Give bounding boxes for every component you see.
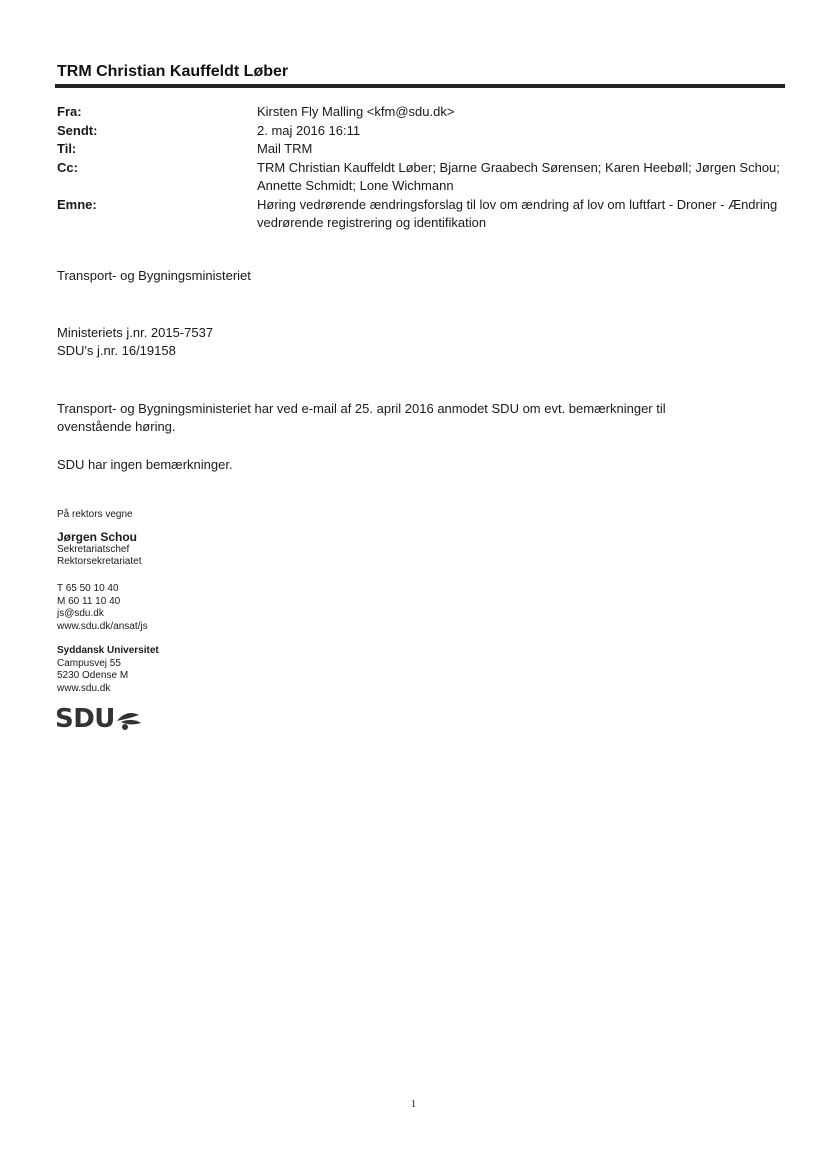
header-row-subject xyxy=(57,196,787,233)
city-address: 5230 Odense M xyxy=(57,670,129,681)
personal-web-link[interactable]: www.sdu.dk/ansat/js xyxy=(57,620,148,632)
organization-web-link[interactable]: www.sdu.dk xyxy=(57,682,111,694)
signer-name: Jørgen Schou xyxy=(57,530,138,544)
signer-role: Sekretariatschef xyxy=(57,543,130,555)
document-title: TRM Christian Kauffeldt Løber xyxy=(57,63,289,80)
sent-value: 2. maj 2016 16:11 xyxy=(257,122,361,138)
sdu-logo xyxy=(55,704,143,734)
body-paragraph: Transport- og Bygningsministeriet har ved e-mail af 25. april 2016 anmodet SDU om evt. bemærkninger til ovenstående høring. xyxy=(57,401,666,434)
signature-block-person xyxy=(57,531,141,569)
on-behalf-line: På rektors vegne xyxy=(57,509,133,520)
header-row-sent xyxy=(57,122,787,141)
mobile-number: M 60 11 10 40 xyxy=(57,595,121,607)
to-label: Til: xyxy=(57,141,77,156)
cc-label: Cc: xyxy=(57,159,78,175)
organization-name: Syddansk Universitet xyxy=(57,645,159,656)
ministry-reference: Ministeriets j.nr. 2015-7537 xyxy=(57,325,214,340)
subject-label: Emne: xyxy=(57,196,97,212)
title-rule xyxy=(55,84,785,88)
street-address: Campusvej 55 xyxy=(57,657,121,669)
from-value: Kirsten Fly Malling <kfm@sdu.dk> xyxy=(257,104,455,119)
closing-line: SDU har ingen bemærkninger. xyxy=(57,457,233,472)
signer-department: Rektorsekretariatet xyxy=(57,556,142,567)
signature-block-contact xyxy=(57,583,148,633)
signature-block-organization xyxy=(57,645,159,695)
subject-value: Høring vedrørende ændringsforslag til lov om ændring af lov om luftfart - Droner - Ændring vedrørende registrering og identifikation xyxy=(257,196,778,230)
sent-label: Sendt: xyxy=(57,122,98,138)
recipient-line: Transport- og Bygningsministeriet xyxy=(57,268,251,283)
sdu-logo-text: SDU xyxy=(55,704,115,734)
phone-number: T 65 50 10 40 xyxy=(57,583,119,594)
header-row-from xyxy=(57,103,787,122)
cc-value: TRM Christian Kauffeldt Løber; Bjarne Graabech Sørensen; Karen Heebøll; Jørgen Schou; Annette Schmidt; Lone Wichmann xyxy=(257,159,780,193)
header-row-cc xyxy=(57,159,787,196)
to-value: Mail TRM xyxy=(257,141,313,156)
email-header xyxy=(57,103,787,233)
email-link[interactable]: js@sdu.dk xyxy=(57,608,104,619)
sdu-reference: SDU's j.nr. 16/19158 xyxy=(57,343,176,358)
sdu-leaf-icon xyxy=(115,707,143,731)
from-label: Fra: xyxy=(57,104,82,119)
page-number: 1 xyxy=(410,1098,417,1110)
header-row-to xyxy=(57,140,787,159)
